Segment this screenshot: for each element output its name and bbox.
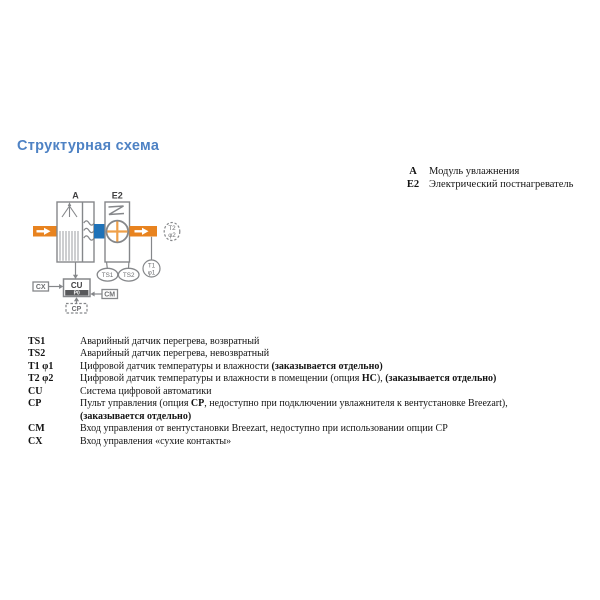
abbr-term: CX [28,435,43,447]
legend-desc: Модуль увлажнения [429,166,520,177]
svg-text:CX: CX [35,284,46,291]
abbr-term: CP [28,398,42,410]
svg-text:T2: T2 [168,225,176,232]
abbr-desc: Пульт управления (опция СР, недоступно при подключении увлажнителя к вентустановке Breezart), (заказывается отдельно) [80,398,508,422]
heater-module-box [105,202,130,262]
abbr-desc: Цифровой датчик температуры и влажности (заказывается отдельно) [80,360,383,372]
abbr-desc: Система цифровой автоматики [80,385,212,397]
legend-term: A [409,166,417,177]
legend-term: E2 [406,178,420,190]
humidifier-module-label: A [72,190,79,201]
svg-text:CU: CU [70,281,83,290]
sensor-t1-duct [143,237,160,277]
duct-blue-segment [94,224,105,239]
input-cm [90,290,117,299]
svg-text:TS1: TS1 [101,272,114,279]
sensors-ts [97,262,139,281]
control-unit-cu [64,279,91,297]
water-curtain-icon [60,231,78,261]
link-a-to-cu [73,262,78,279]
abbr-row [28,373,573,385]
legend-row [402,166,573,179]
svg-text:T1: T1 [147,262,156,270]
svg-text:φ1: φ1 [147,269,156,277]
input-cx [33,282,63,291]
abbr-row [28,386,573,398]
abbr-term: T2 φ2 [28,373,54,385]
abbr-row [28,336,573,348]
abbr-row [28,398,573,423]
abbr-row [28,436,573,448]
svg-text:P0: P0 [73,290,80,297]
sensor-t2-room [164,223,180,241]
svg-text:CP: CP [71,305,82,313]
svg-text:CM: CM [104,291,116,299]
abbr-row [28,348,573,360]
abbr-desc: Вход управления от вентустановки Breezart, недоступно при использовании опции СР [80,423,448,435]
control-panel-cp [66,297,87,313]
structural-diagram [10,186,200,321]
abbr-term: CM [28,423,45,435]
abbr-desc: Аварийный датчик перегрева, возвратный [80,336,260,347]
abbr-desc: Аварийный датчик перегрева, невозвратный [80,348,270,360]
abbr-desc: Цифровой датчик температуры и влажности в помещении (опция НС), (заказывается отдельно) [80,373,497,385]
abbr-row [28,423,573,435]
legend-desc: Электрический постнагреватель [429,178,574,190]
abbr-row [28,361,573,373]
abbr-term: T1 φ1 [28,360,54,372]
legend-row [402,179,573,192]
humidifier-module-box [57,202,94,262]
airflow-inlet-duct [33,226,57,237]
abbr-desc: Вход управления «сухие контакты» [80,435,232,447]
abbr-term: TS1 [28,336,46,347]
abbreviation-list [28,336,573,448]
abbr-term: CU [28,385,43,397]
legend [402,166,573,191]
page-title: Структурная схема [17,138,160,154]
abbr-term: TS2 [28,348,46,360]
airflow-outlet-duct [130,226,158,237]
heater-module-label: E2 [111,190,123,201]
svg-text:φ2: φ2 [168,232,176,239]
svg-text:TS2: TS2 [122,272,135,279]
